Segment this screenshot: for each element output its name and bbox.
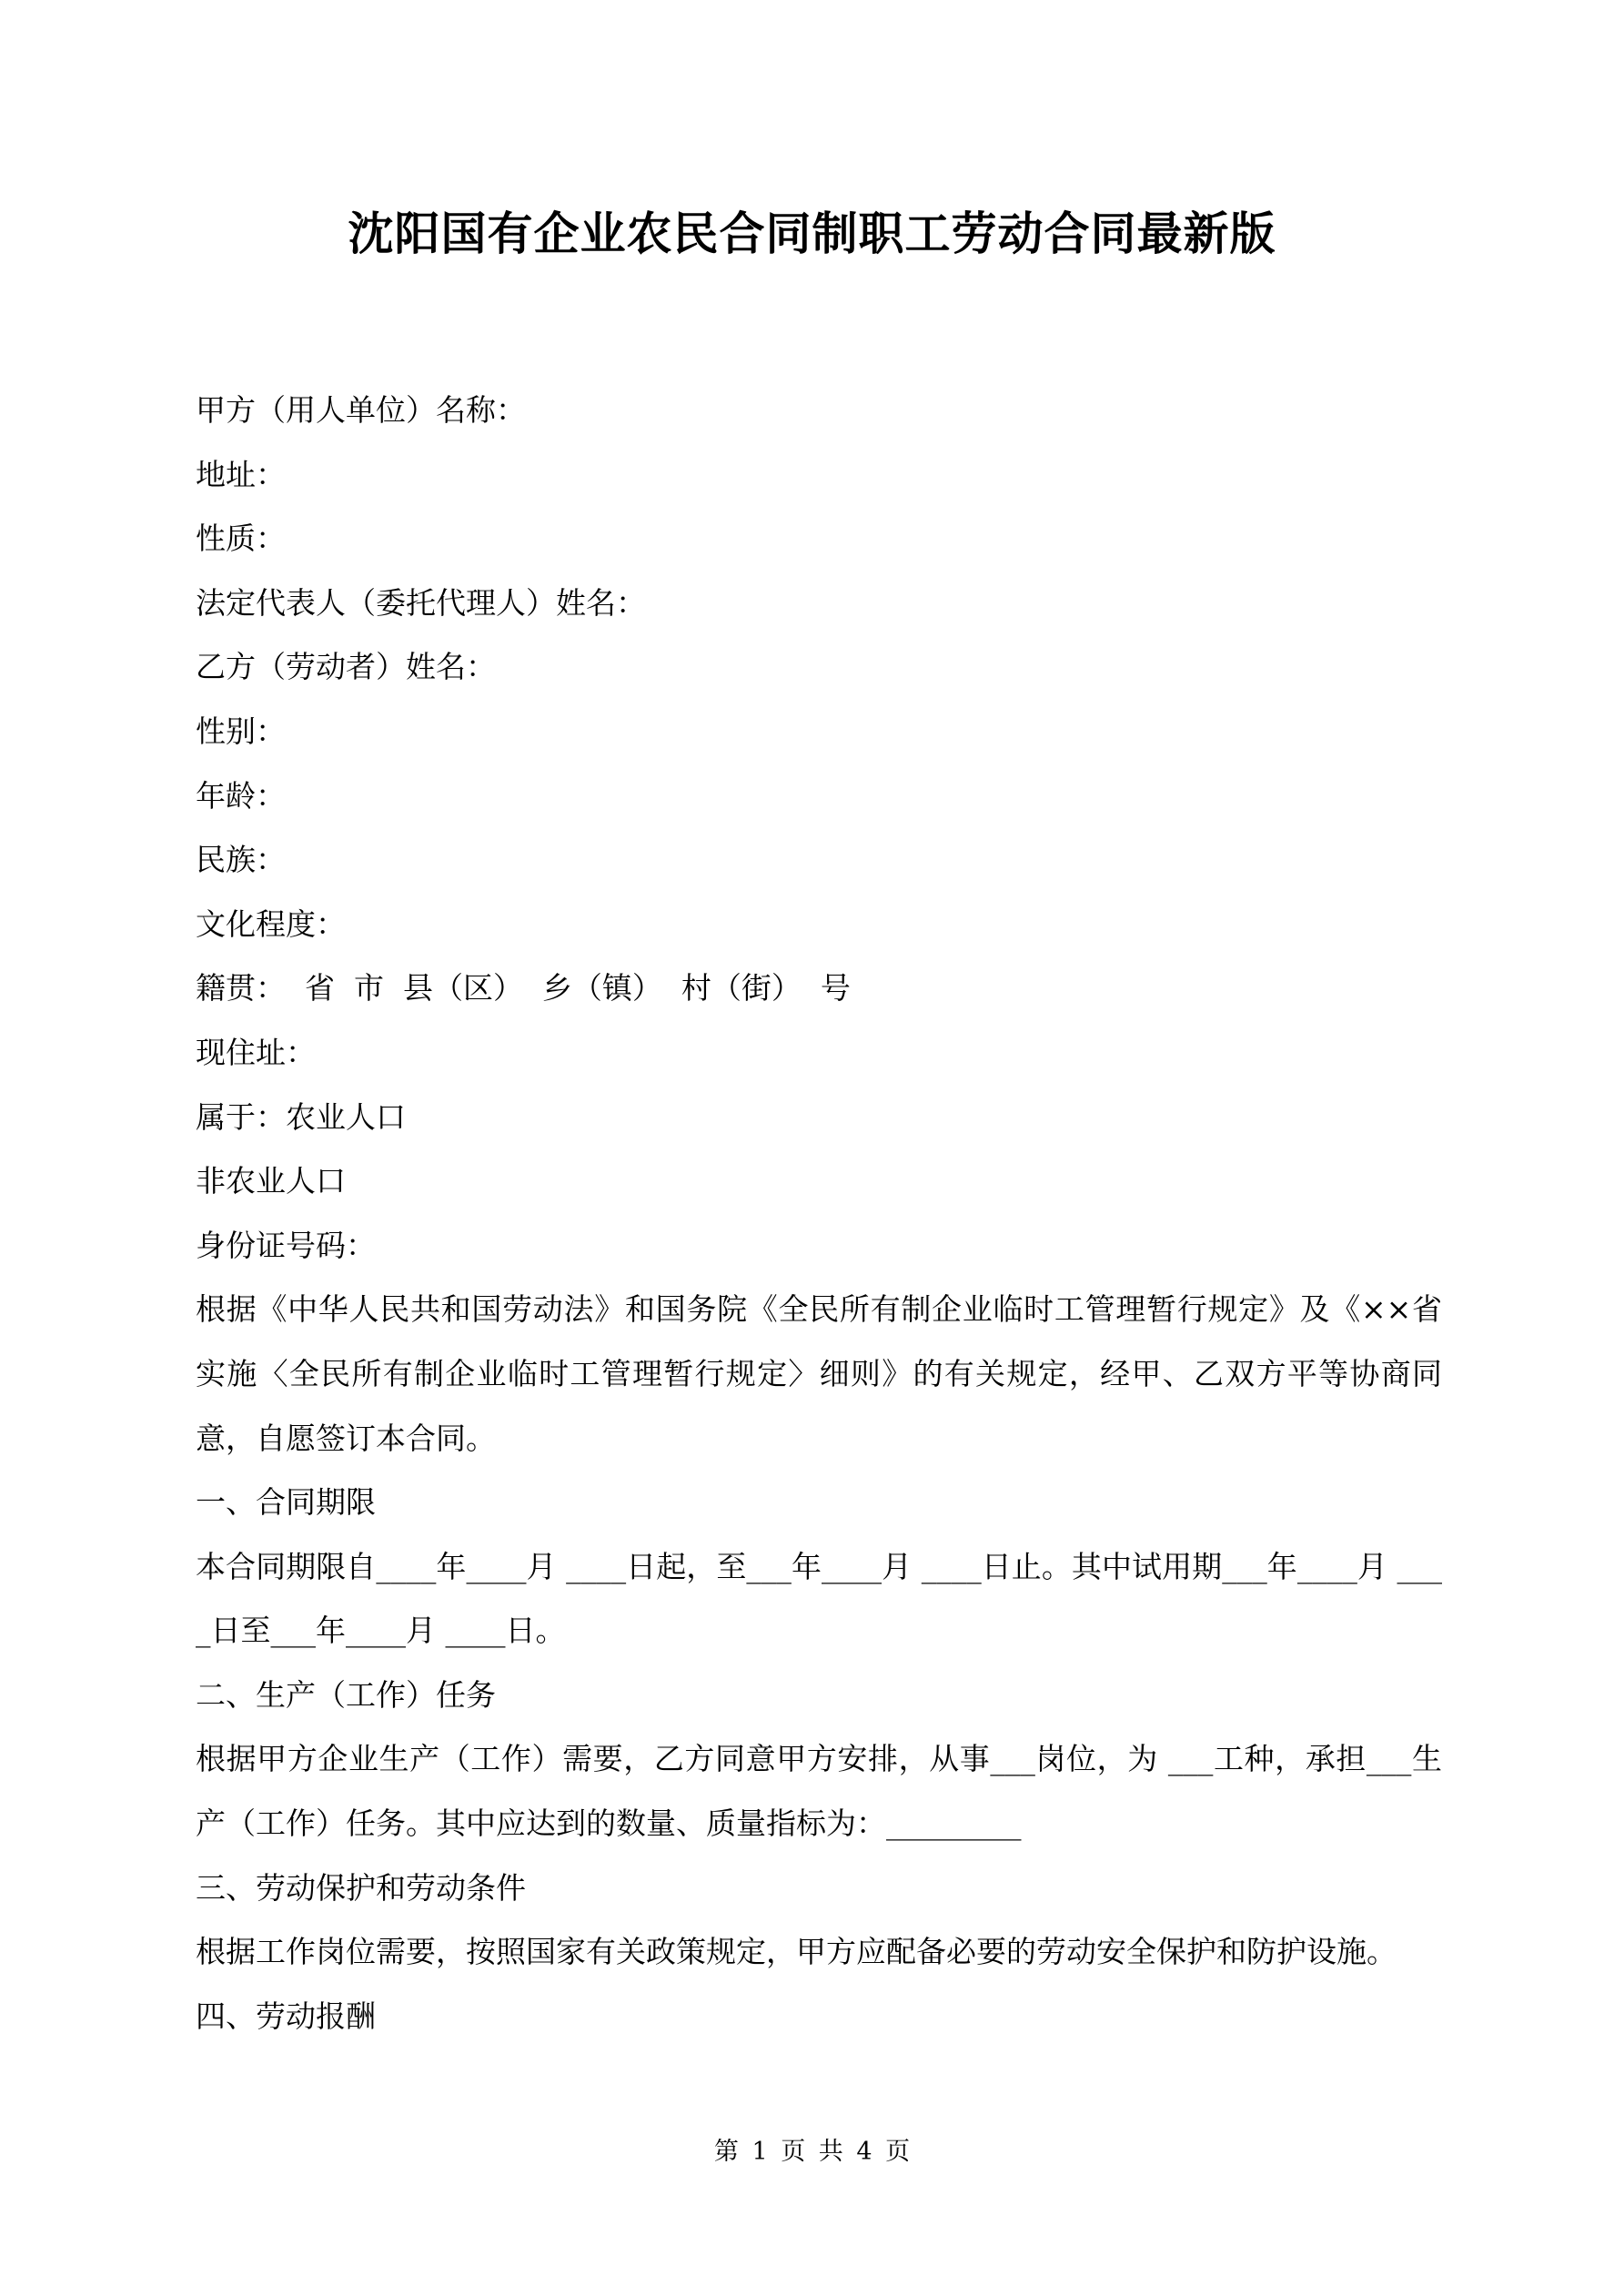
field-non-agricultural-population: 非农业人口 <box>196 1163 346 1199</box>
field-ethnicity: 民族： <box>196 842 286 878</box>
document-title: 沈阳国有企业农民合同制职工劳动合同最新版 <box>348 207 1276 260</box>
section-heading: 一、合同期限 <box>196 1484 376 1521</box>
field-native-place: 籍贯： 省 市 县（区） 乡（镇） 村（街） 号 <box>196 970 851 1006</box>
field-employee-name: 乙方（劳动者）姓名： <box>196 649 496 685</box>
intro-paragraph: 根据《中华人民共和国劳动法》和国务院《全民所有制企业临时工管理暂行规定》及《××省实施〈全民所有制企业临时工管理暂行规定〉细则》的有关规定，经甲、乙双方平等协商同意，自愿签订本合同。 <box>196 1291 1442 1456</box>
section-heading: 四、劳动报酬 <box>196 1998 376 2034</box>
section-heading: 二、生产（工作）任务 <box>196 1676 496 1713</box>
document-body <box>196 379 1442 2048</box>
field-address: 地址： <box>196 456 286 492</box>
page-footer: 第 1 页 共 4 页 <box>713 2138 911 2166</box>
field-nature: 性质： <box>196 521 286 557</box>
section-paragraph: 根据工作岗位需要，按照国家有关政策规定，甲方应配备必要的劳动安全保护和防护设施。 <box>196 1934 1397 1970</box>
field-employer-name: 甲方（用人单位）名称： <box>196 392 526 428</box>
section-paragraph: 本合同期限自____年____月 ____日起，至___年____月 ____日止。其中试用期___年____月 ____日至___年____月 ____日。 <box>196 1548 1442 1649</box>
field-legal-representative: 法定代表人（委托代理人）姓名： <box>196 584 646 621</box>
field-id-number: 身份证号码： <box>196 1227 376 1263</box>
field-education: 文化程度： <box>196 905 346 942</box>
section-paragraph: 根据甲方企业生产（工作）需要，乙方同意甲方安排，从事___岗位，为 ___工种，承担___生产（工作）任务。其中应达到的数量、质量指标为：_________ <box>196 1741 1442 1842</box>
field-current-address: 现住址： <box>196 1034 316 1070</box>
field-age: 年龄： <box>196 777 286 814</box>
section-heading: 三、劳动保护和劳动条件 <box>196 1869 526 1906</box>
field-gender: 性别： <box>196 713 286 749</box>
field-agricultural-population: 属于：农业人口 <box>196 1098 406 1135</box>
